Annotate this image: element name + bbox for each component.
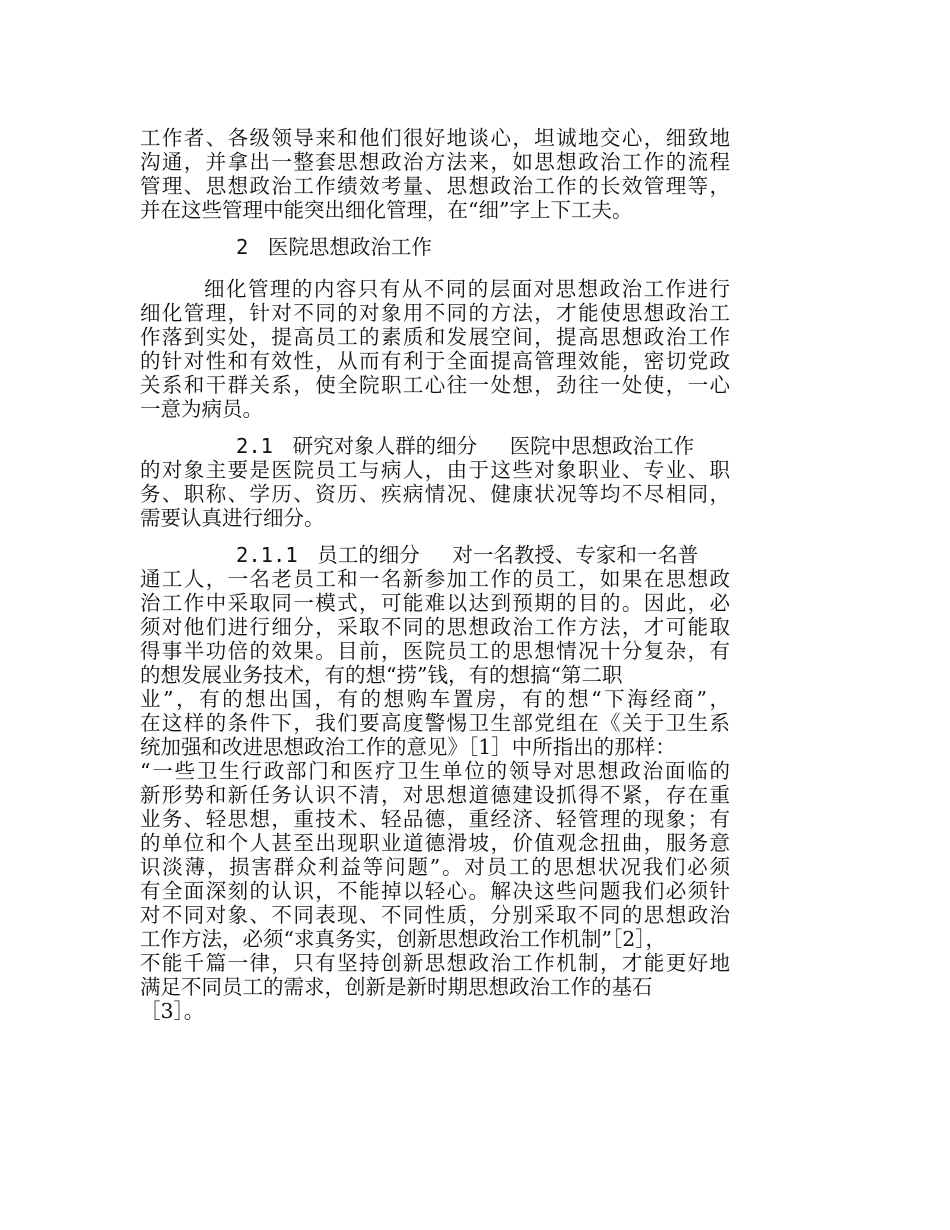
text-line: 需要认真进行细分。	[140, 506, 325, 530]
subsection-lead-text: 医院中思想政治工作	[509, 434, 695, 458]
text-line: 识淡薄，损害群众利益等问题”。对员工的思想状况我们必须	[140, 855, 730, 879]
section-heading-2	[140, 235, 730, 259]
text-line: 的想发展业务技术，有的想“捞”钱，有的想搞“第二职	[140, 663, 623, 687]
subsection-number: 2.1	[236, 434, 274, 458]
text-line: 治工作中采取同一模式，可能难以达到预期的目的。因此，必	[140, 591, 730, 615]
text-line: 业务、轻思想，重技术、轻品德，重经济、轻管理的现象；有	[140, 807, 730, 831]
document-page	[140, 126, 730, 1036]
text-line: 对不同对象、不同表现、不同性质，分别采取不同的思想政治	[140, 903, 730, 927]
text-line: ［3］。	[140, 999, 205, 1023]
paragraph-refinement	[140, 277, 730, 421]
text-line: 并在这些管理中能突出细化管理，在“细”字上下工夫。	[140, 198, 633, 222]
subsection-title: 员工的细分	[317, 543, 420, 567]
text-line: 业”，有的想出国，有的想购车置房，有的想“下海经商”，	[140, 687, 730, 711]
text-line: 的针对性和有效性，从而有利于全面提高管理效能，密切党政	[140, 349, 730, 373]
text-line: 管理、思想政治工作绩效考量、思想政治工作的长效管理等，	[140, 174, 730, 198]
text-line: 务、职称、学历、资历、疾病情况、健康状况等均不尽相同，	[140, 482, 730, 506]
text-line: 工作方法，必须“求真务实，创新思想政治工作机制”［2］，	[140, 927, 667, 951]
text-line: 一意为病员。	[140, 397, 263, 421]
paragraph-section-2-1-1	[140, 543, 730, 1023]
text-line: 通工人，一名老员工和一名新参加工作的员工，如果在思想政	[140, 567, 730, 591]
text-line: 细化管理，针对不同的对象用不同的方法，才能使思想政治工	[140, 301, 730, 325]
text-line: 的对象主要是医院员工与病人，由于这些对象职业、专业、职	[140, 458, 730, 482]
text-line: 有全面深刻的认识，不能掉以轻心。解决这些问题我们必须针	[140, 879, 730, 903]
text-line: 新形势和新任务认识不清，对思想道德建设抓得不紧，存在重	[140, 783, 730, 807]
text-line: 作落到实处，提高员工的素质和发展空间，提高思想政治工作	[140, 325, 730, 349]
text-line: 不能千篇一律，只有坚持创新思想政治工作机制，才能更好地	[140, 951, 730, 975]
text-line: 统加强和改进思想政治工作的意见》［1］中所指出的那样：	[140, 735, 676, 759]
text-line: 在这样的条件下，我们要高度警惕卫生部党组在《关于卫生系	[140, 711, 730, 735]
text-line: 沟通，并拿出一整套思想政治方法来，如思想政治工作的流程	[140, 150, 730, 174]
text-line: 工作者、各级领导来和他们很好地谈心，坦诚地交心，细致地	[140, 126, 730, 150]
subsection-heading-2-1-1	[140, 543, 730, 567]
text-line: “一些卫生行政部门和医疗卫生单位的领导对思想政治面临的	[140, 759, 730, 783]
text-line: 细化管理的内容只有从不同的层面对思想政治工作进行	[204, 277, 730, 301]
text-line: 满足不同员工的需求，创新是新时期思想政治工作的基石	[140, 975, 653, 999]
subsection-lead-text: 对一名教授、专家和一名普	[452, 543, 699, 567]
text-line: 须对他们进行细分，采取不同的思想政治工作方法，才可能取	[140, 615, 730, 639]
text-line: 的单位和个人甚至出现职业道德滑坡，价值观念扭曲，服务意	[140, 831, 730, 855]
text-line: 关系和干群关系，使全院职工心往一处想，劲往一处使，一心	[140, 373, 730, 397]
subsection-heading-2-1	[140, 434, 730, 458]
text-line: 得事半功倍的效果。目前，医院员工的思想情况十分复杂，有	[140, 639, 730, 663]
paragraph-intro	[140, 126, 730, 222]
paragraph-section-2-1	[140, 434, 730, 530]
section-number: 2	[236, 235, 249, 259]
section-title: 医院思想政治工作	[267, 235, 432, 259]
subsection-number: 2.1.1	[236, 543, 298, 567]
subsection-title: 研究对象人群的细分	[292, 434, 478, 458]
